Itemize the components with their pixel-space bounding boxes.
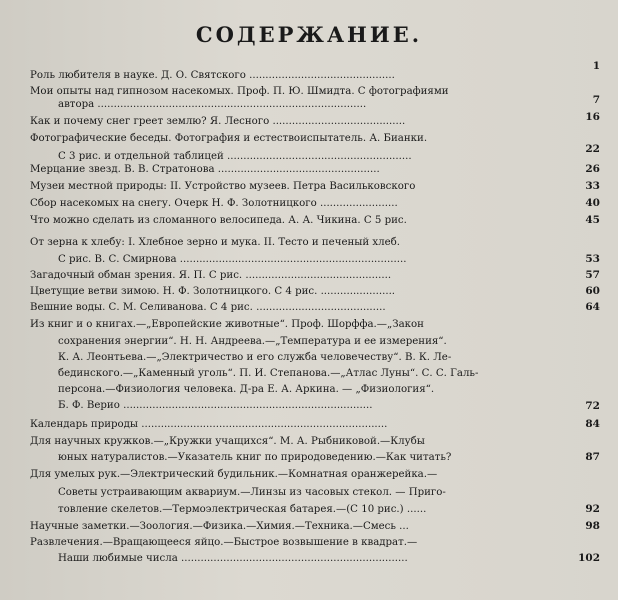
- toc-entry-line: Цветущие ветви зимою. Н. Ф. Золотницкого. С 4 рис. .......................: [30, 286, 396, 297]
- toc-page-number: 1: [592, 60, 600, 72]
- toc-entry-line: К. А. Леонтьева.—„Электричество и его служба человечеству“. В. К. Ле-: [58, 352, 452, 363]
- toc-page-number: 64: [585, 301, 600, 313]
- toc-page-number: 16: [585, 111, 600, 123]
- toc-page-number: 72: [585, 400, 600, 412]
- toc-page-number: 40: [585, 197, 600, 209]
- toc-entry-line: Вешние воды. С. М. Селиванова. С 4 рис. ........................................: [30, 302, 386, 313]
- toc-entry-line: юных натуралистов.—Указатель книг по природоведению.—Как читать?: [58, 452, 452, 463]
- toc-page-number: 92: [585, 503, 600, 515]
- toc-entry-line: Загадочный обман зрения. Я. П. С рис. .............................................: [30, 270, 392, 281]
- toc-entry-line: автора ...................................................................................: [58, 99, 367, 110]
- toc-entry-line: сохранения энергии“. Н. Н. Андреева.—„Температура и ее измерения“.: [58, 336, 447, 347]
- toc-entry-line: Мерцание звезд. В. В. Стратонова ..................................................: [30, 164, 380, 175]
- toc-entry-line: персона.—Физиология человека. Д-ра Е. А. Аркина. — „Физиология“.: [58, 384, 435, 395]
- toc-entry-line: бединского.—„Каменный уголь“. П. И. Степанова.—„Атлас Луны“. С. С. Галь-: [58, 368, 479, 379]
- toc-page-number: 53: [585, 253, 600, 265]
- toc-page-number: 84: [585, 418, 600, 430]
- toc-entry-line: С 3 рис. и отдельной таблицей .........................................................: [58, 151, 412, 162]
- toc-entry-line: Как и почему снег греет землю? Я. Лесного .........................................: [30, 116, 406, 127]
- toc-entry-line: Для научных кружков.—„Кружки учащихся“. М. А. Рыбниковой.—Клубы: [30, 436, 425, 447]
- toc-entry-line: товление скелетов.—Термоэлектрическая батарея.—(С 10 рис.) ......: [58, 504, 427, 515]
- toc-entry-line: Научные заметки.—Зоология.—Физика.—Химия.—Техника.—Смесь ...: [30, 521, 409, 532]
- toc-page-number: 98: [585, 520, 600, 532]
- toc-entry-line: Советы устраивающим аквариум.—Линзы из часовых стекол. — Приго-: [58, 487, 446, 498]
- toc-entry-line: От зерна к хлебу: I. Хлебное зерно и мука. II. Тесто и печеный хлеб.: [30, 237, 401, 248]
- page-title: СОДЕРЖАНИЕ.: [195, 22, 423, 47]
- toc-entry-line: Для умелых рук.—Электрический будильник.—Комнатная оранжерейка.—: [30, 469, 438, 480]
- toc-page-number: 87: [585, 451, 600, 463]
- toc-entry-line: Музеи местной природы: II. Устройство музеев. Петра Васильковского: [30, 181, 416, 192]
- toc-page-number: 57: [585, 269, 600, 281]
- toc-page-number: 7: [592, 94, 600, 106]
- toc-page-number: 33: [585, 180, 600, 192]
- toc-page-number: 102: [578, 552, 600, 564]
- toc-entry-line: Из книг и о книгах.—„Европейские животные“. Проф. Шорффа.—„Закон: [30, 319, 424, 330]
- toc-entry-line: Развлечения.—Вращающееся яйцо.—Быстрое возвышение в квадрат.—: [30, 537, 418, 548]
- toc-entry-line: Б. Ф. Верио .............................................................................: [58, 400, 373, 411]
- toc-page-number: 45: [585, 214, 600, 226]
- toc-page-number: 26: [585, 163, 600, 175]
- toc-entry-line: Наши любимые числа ......................................................................: [58, 553, 408, 564]
- toc-page-number: 60: [585, 285, 600, 297]
- toc-entry-line: Роль любителя в науке. Д. О. Святского .............................................: [30, 70, 395, 81]
- toc-page-number: 22: [585, 143, 600, 155]
- toc-entry-line: Фотографические беседы. Фотография и естествоиспытатель. А. Бианки.: [30, 133, 428, 144]
- toc-entry-line: Календарь природы ............................................................................: [30, 419, 388, 430]
- toc-entry-line: С рис. В. С. Смирнова ......................................................................: [58, 254, 407, 265]
- toc-entry-line: Сбор насекомых на снегу. Очерк Н. Ф. Золотницкого ........................: [30, 198, 398, 209]
- toc-entry-line: Мои опыты над гипнозом насекомых. Проф. П. Ю. Шмидта. С фотографиями: [30, 86, 449, 97]
- toc-entry-line: Что можно сделать из сломанного велосипеда. А. А. Чикина. С 5 рис.: [30, 215, 407, 226]
